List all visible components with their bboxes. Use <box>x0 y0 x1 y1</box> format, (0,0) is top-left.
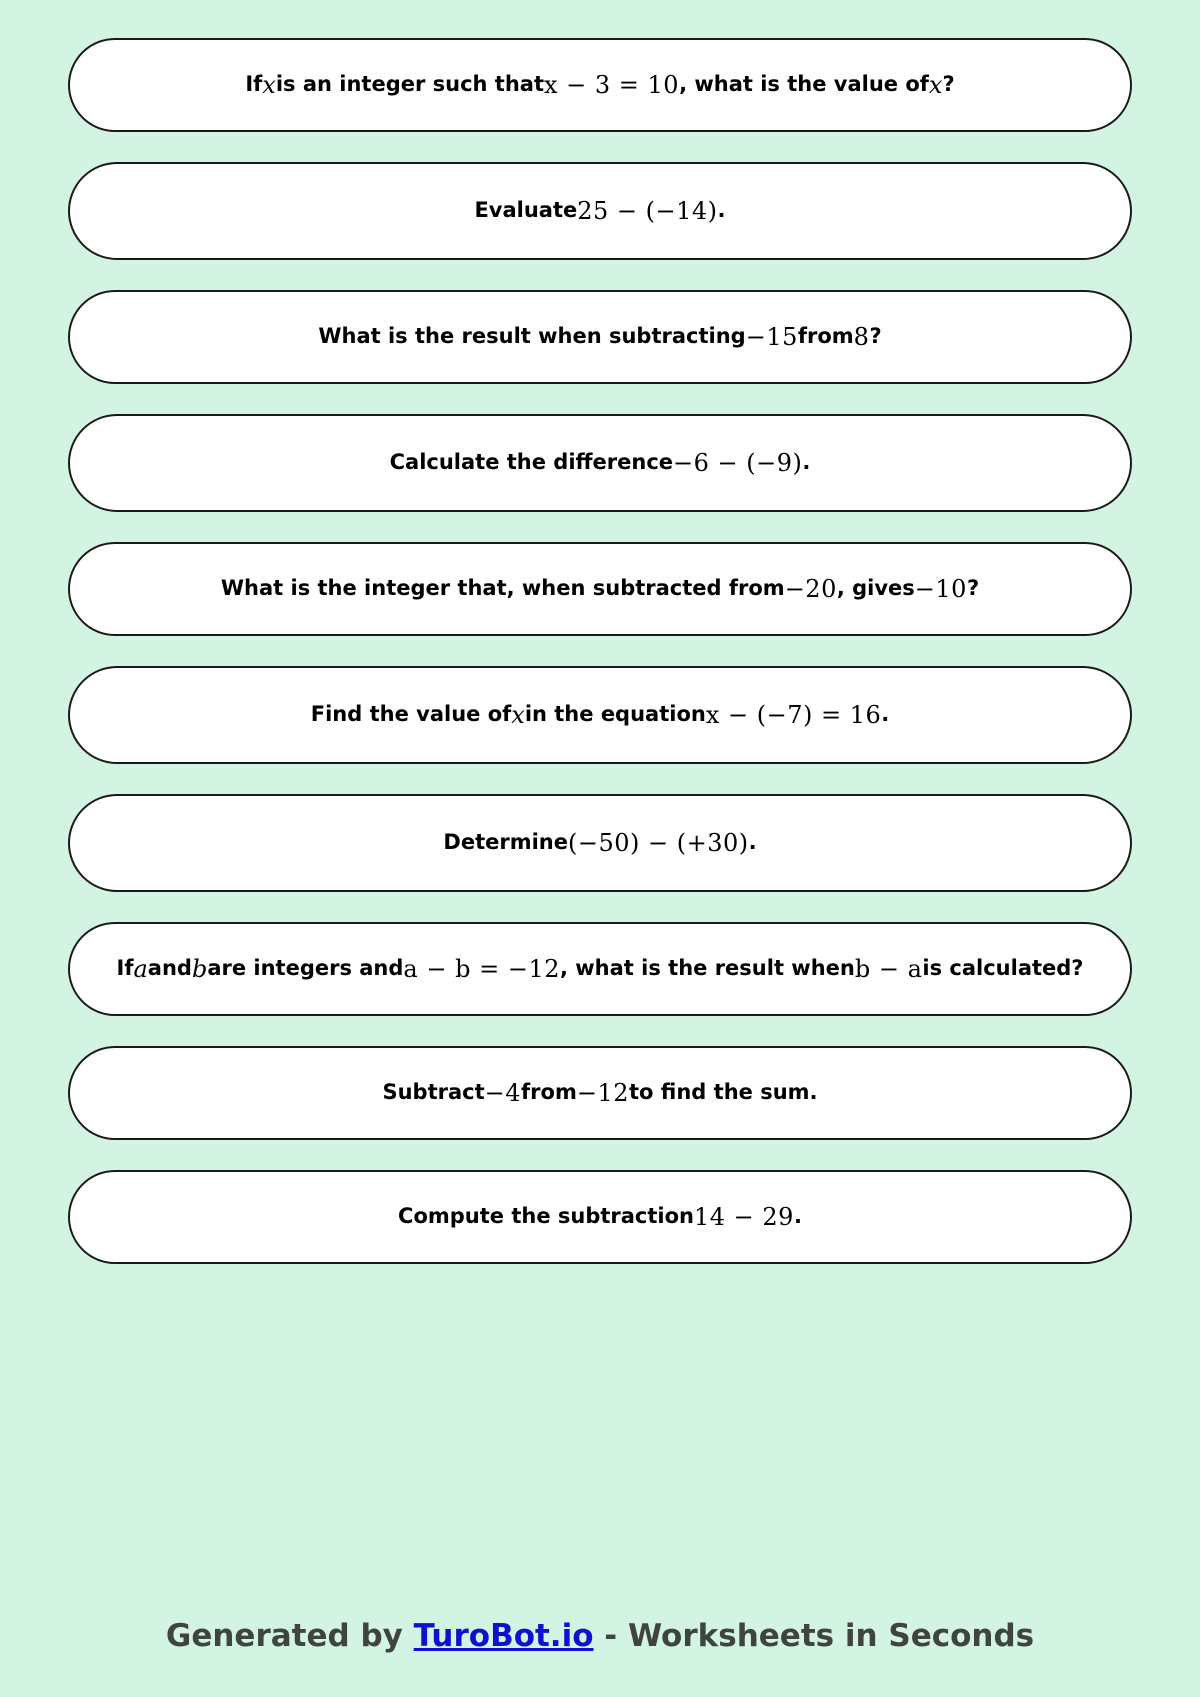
question-card-2 <box>68 162 1132 260</box>
question-text: . <box>881 702 890 727</box>
question-card-4 <box>68 414 1132 512</box>
question-text: . <box>802 450 811 475</box>
math-expression: 25 − (−14) <box>577 196 718 225</box>
math-variable: a <box>133 954 148 983</box>
question-card-3 <box>68 290 1132 384</box>
question-text: from <box>521 1080 577 1105</box>
question-text: ? <box>966 576 980 601</box>
question-text: from <box>797 324 854 349</box>
question-text: . <box>793 1204 802 1229</box>
question-list <box>68 38 1132 1264</box>
question-text: If <box>116 956 134 981</box>
question-text: , what is the result when <box>559 956 855 981</box>
question-text: and <box>147 956 192 981</box>
math-variable: x <box>262 70 276 99</box>
question-text: Find the value of <box>310 702 512 727</box>
question-card-10 <box>68 1170 1132 1264</box>
footer-prefix: Generated by <box>165 1618 414 1654</box>
question-text: are integers and <box>207 956 404 981</box>
question-card-7 <box>68 794 1132 892</box>
math-expression: −20 <box>784 574 837 603</box>
question-card-5 <box>68 542 1132 636</box>
question-text: ? <box>942 72 955 97</box>
math-expression: 14 − 29 <box>694 1202 794 1231</box>
question-card-1 <box>68 38 1132 132</box>
question-card-8 <box>68 922 1132 1016</box>
turobot-link[interactable]: TuroBot.io <box>413 1618 594 1654</box>
question-text: in the equation <box>524 702 706 727</box>
math-expression: −15 <box>745 322 798 351</box>
question-text: to find the sum. <box>629 1080 818 1105</box>
question-card-6 <box>68 666 1132 764</box>
math-expression: 8 <box>853 322 870 351</box>
question-text: What is the integer that, when subtracted from <box>220 576 785 601</box>
math-expression: x − 3 = 10 <box>544 70 680 99</box>
math-expression: a − b = −12 <box>403 954 560 983</box>
math-expression: −4 <box>484 1078 522 1107</box>
question-text: Calculate the difference <box>389 450 674 475</box>
question-card-9 <box>68 1046 1132 1140</box>
math-expression: −10 <box>914 574 967 603</box>
math-variable: x <box>928 70 943 99</box>
question-text: , gives <box>836 576 915 601</box>
question-text: . <box>717 198 726 223</box>
question-text: If <box>245 72 263 97</box>
math-variable: x <box>511 700 525 729</box>
math-expression: x − (−7) = 16 <box>705 700 882 729</box>
math-expression: −6 − (−9) <box>673 448 803 477</box>
math-expression: −12 <box>576 1078 630 1107</box>
question-text: , what is the value of <box>679 72 929 97</box>
question-text: What is the result when subtracting <box>318 324 746 349</box>
footer-suffix: - Worksheets in Seconds <box>593 1618 1035 1654</box>
question-text: . <box>748 830 757 855</box>
footer <box>0 1618 1200 1654</box>
question-text: ? <box>869 324 882 349</box>
question-text: Evaluate <box>474 198 578 223</box>
question-text: is calculated? <box>922 956 1084 981</box>
math-expression: b − a <box>854 954 923 983</box>
question-text: Determine <box>443 830 568 855</box>
question-text: Subtract <box>382 1080 485 1105</box>
question-text: is an integer such that <box>275 72 544 97</box>
question-text: Compute the subtraction <box>398 1204 694 1229</box>
math-expression: (−50) − (+30) <box>567 828 749 857</box>
math-variable: b <box>191 954 208 983</box>
